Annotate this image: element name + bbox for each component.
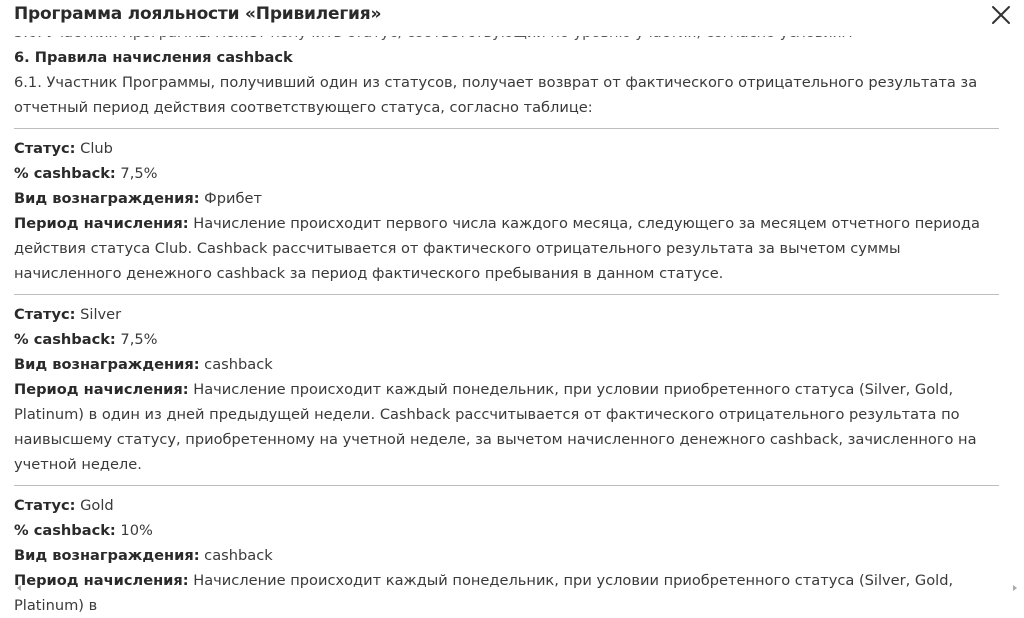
status-row	[14, 136, 999, 161]
section-heading: 6. Правила начисления cashback	[14, 49, 293, 66]
status-value: Silver	[80, 306, 122, 323]
reward-label: Вид вознаграждения:	[14, 190, 200, 207]
reward-value: Фрибет	[204, 190, 262, 207]
percent-label: % cashback:	[14, 331, 116, 348]
period-value: Начисление происходит каждый понедельник, при условии приобретенного статуса (Silver, Gold, Platinum) в один из дней предыдущей недели. Cashback рассчитывается от фактического отрицательного результата по наивысшему статусу, приобретенному на учетной неделе, за вычетом начисленного денежного cashback, зачисленного на учетной неделе.	[14, 381, 977, 473]
percent-row	[14, 518, 999, 543]
percent-value: 7,5%	[120, 165, 158, 182]
status-label: Статус:	[14, 497, 76, 514]
status-label: Статус:	[14, 140, 76, 157]
close-icon	[988, 2, 1014, 28]
period-value: Начисление происходит первого числа каждого месяца, следующего за месяцем отчетного периода действия статуса Club. Cashback рассчитывается от фактического отрицательного результата за вычетом суммы начисленного денежного cashback за период фактического пребывания в данном статусе.	[14, 215, 980, 282]
percent-label: % cashback:	[14, 165, 116, 182]
reward-label: Вид вознаграждения:	[14, 356, 200, 373]
period-label: Период начисления:	[14, 572, 189, 589]
divider	[14, 485, 999, 486]
status-block-gold	[14, 493, 999, 618]
status-value: Gold	[80, 497, 114, 514]
reward-value: cashback	[204, 356, 273, 373]
status-block-club	[14, 136, 999, 286]
modal-content	[14, 26, 999, 618]
modal-scroll-area[interactable]	[0, 36, 1024, 614]
period-value: Начисление происходит каждый понедельник, при условии приобретенного статуса (Silver, Gold, Platinum) в	[14, 572, 954, 614]
arrow-left-icon[interactable]	[17, 585, 21, 591]
period-label: Период начисления:	[14, 215, 189, 232]
percent-label: % cashback:	[14, 522, 116, 539]
intro-paragraph: 6.1. Участник Программы, получивший один из статусов, получает возврат от фактического отрицательного результата за отчетный период действия соответствующего статуса, согласно таблице:	[14, 74, 978, 116]
period-row	[14, 377, 999, 477]
modal-header	[0, 0, 1024, 36]
reward-row	[14, 186, 999, 211]
status-row	[14, 302, 999, 327]
status-value: Club	[80, 140, 113, 157]
divider	[14, 294, 999, 295]
status-row	[14, 493, 999, 518]
arrow-right-icon[interactable]	[1013, 585, 1017, 591]
percent-value: 7,5%	[120, 331, 158, 348]
close-button[interactable]	[988, 2, 1014, 28]
divider	[14, 128, 999, 129]
period-row	[14, 211, 999, 286]
reward-row	[14, 543, 999, 568]
reward-row	[14, 352, 999, 377]
status-block-silver	[14, 302, 999, 477]
status-label: Статус:	[14, 306, 76, 323]
percent-row	[14, 161, 999, 186]
percent-row	[14, 327, 999, 352]
reward-value: cashback	[204, 547, 273, 564]
period-row	[14, 568, 999, 618]
reward-label: Вид вознаграждения:	[14, 547, 200, 564]
percent-value: 10%	[120, 522, 153, 539]
horizontal-scrollbar[interactable]	[0, 583, 1024, 593]
period-label: Период начисления:	[14, 381, 189, 398]
modal-title: Программа лояльности «Привилегия»	[14, 4, 382, 24]
